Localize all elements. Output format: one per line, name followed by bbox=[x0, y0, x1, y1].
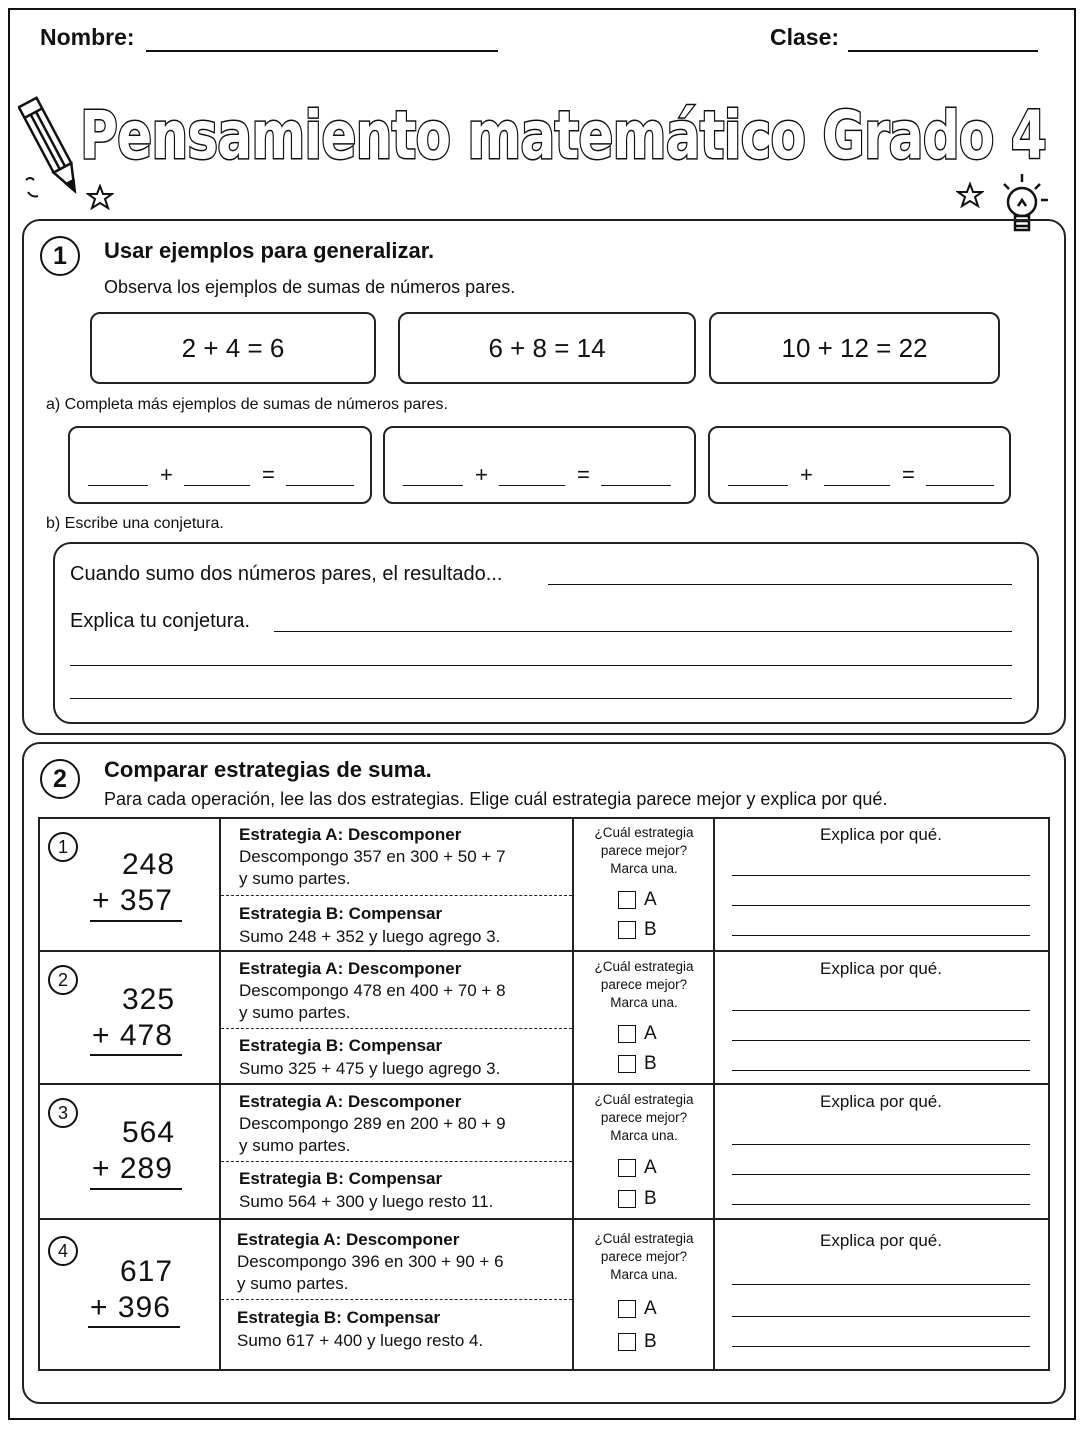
strategy-b-title: Estrategia B: Compensar bbox=[239, 904, 443, 923]
option-b-label: B bbox=[644, 919, 657, 940]
plus-sign: + bbox=[800, 462, 813, 487]
name-field[interactable] bbox=[146, 50, 498, 52]
strategy-a-text bbox=[239, 1113, 569, 1157]
conjecture-answer-line[interactable] bbox=[548, 584, 1012, 585]
sum-blank[interactable] bbox=[926, 485, 994, 486]
option-b-checkbox[interactable] bbox=[618, 1190, 636, 1208]
writing-line[interactable] bbox=[70, 665, 1012, 666]
addend-bottom: + 396 bbox=[90, 1291, 171, 1324]
strategy-a-title: Estrategia A: Descomponer bbox=[239, 959, 462, 978]
explain-line[interactable] bbox=[732, 905, 1030, 906]
star-icon bbox=[86, 184, 114, 210]
choose-line: Marca una. bbox=[610, 1267, 678, 1282]
sum-line bbox=[88, 1326, 180, 1328]
addend-blank[interactable] bbox=[824, 485, 890, 486]
choose-line: Marca una. bbox=[610, 995, 678, 1010]
name-label: Nombre: bbox=[40, 24, 135, 50]
addend-blank[interactable] bbox=[499, 485, 565, 486]
choose-line: parece mejor? bbox=[600, 1110, 688, 1125]
option-b-checkbox[interactable] bbox=[618, 921, 636, 939]
addend-blank[interactable] bbox=[184, 485, 250, 486]
table-row-divider bbox=[38, 950, 1050, 952]
choose-line: ¿Cuál estrategia bbox=[594, 825, 694, 840]
explain-label: Explica por qué. bbox=[820, 1092, 942, 1111]
choose-prompt bbox=[574, 958, 714, 1012]
strategy-a-line: y sumo partes. bbox=[239, 1003, 351, 1022]
sum-blank[interactable] bbox=[286, 485, 354, 486]
strategy-b-title: Estrategia B: Compensar bbox=[237, 1308, 441, 1327]
option-a-checkbox[interactable] bbox=[618, 891, 636, 909]
table-border bbox=[38, 817, 1050, 819]
option-a-checkbox[interactable] bbox=[618, 1159, 636, 1177]
addend-bottom: + 357 bbox=[92, 884, 173, 917]
table-divider bbox=[219, 817, 221, 1371]
choose-line: parece mejor? bbox=[600, 977, 688, 992]
star-icon bbox=[956, 182, 984, 208]
section-1-title: Usar ejemplos para generalizar. bbox=[104, 238, 435, 263]
section-2-number: 2 bbox=[40, 759, 80, 799]
class-label: Clase: bbox=[770, 24, 840, 50]
table-border bbox=[38, 817, 40, 1371]
table-row-divider bbox=[38, 1083, 1050, 1085]
explain-label: Explica por qué. bbox=[820, 1231, 942, 1250]
choose-line: Marca una. bbox=[610, 1128, 678, 1143]
strategy-a-text bbox=[237, 1251, 567, 1295]
addend-top: 564 bbox=[122, 1116, 176, 1149]
choose-prompt bbox=[574, 1091, 714, 1145]
worksheet-title bbox=[78, 82, 1058, 182]
option-a-label: A bbox=[644, 889, 657, 910]
choose-line: Marca una. bbox=[610, 861, 678, 876]
blank-example-box bbox=[68, 426, 372, 504]
strategy-a-title: Estrategia A: Descomponer bbox=[239, 825, 462, 844]
sum-blank[interactable] bbox=[601, 485, 671, 486]
strategy-a-line: Descompongo 357 en 300 + 50 + 7 bbox=[239, 847, 506, 866]
plus-sign: + bbox=[160, 462, 173, 487]
addend-blank[interactable] bbox=[88, 485, 148, 486]
row-number: 1 bbox=[48, 832, 78, 862]
option-a-label: A bbox=[644, 1023, 657, 1044]
table-border bbox=[38, 1369, 1050, 1371]
section-1-number: 1 bbox=[40, 236, 80, 276]
example-box: 6 + 8 = 14 bbox=[398, 312, 696, 384]
equals-sign: = bbox=[262, 462, 275, 487]
section-1-subtitle: Observa los ejemplos de sumas de números pares. bbox=[104, 277, 516, 297]
dashed-divider bbox=[221, 1299, 572, 1300]
strategy-a-line: Descompongo 396 en 300 + 90 + 6 bbox=[237, 1252, 504, 1271]
row-number: 2 bbox=[48, 965, 78, 995]
strategy-b-text: Sumo 564 + 300 y luego resto 11. bbox=[239, 1192, 494, 1211]
choose-prompt bbox=[574, 824, 714, 878]
strategy-a-line: y sumo partes. bbox=[239, 869, 351, 888]
plus-sign: + bbox=[475, 462, 488, 487]
strategy-a-line: y sumo partes. bbox=[239, 1136, 351, 1155]
option-b-checkbox[interactable] bbox=[618, 1055, 636, 1073]
explain-line[interactable] bbox=[732, 1346, 1030, 1347]
option-b-label: B bbox=[644, 1188, 657, 1209]
section-2-title: Comparar estrategias de suma. bbox=[104, 757, 432, 782]
blank-example-box bbox=[708, 426, 1011, 504]
choose-line: ¿Cuál estrategia bbox=[594, 1231, 694, 1246]
option-a-checkbox[interactable] bbox=[618, 1025, 636, 1043]
strategy-a-title: Estrategia A: Descomponer bbox=[237, 1230, 460, 1249]
explain-line[interactable] bbox=[732, 1010, 1030, 1011]
explain-line[interactable] bbox=[732, 875, 1030, 876]
row-number: 4 bbox=[48, 1236, 78, 1266]
title-text: Pensamiento matemático Grado 4 bbox=[80, 97, 1046, 174]
addend-top: 617 bbox=[120, 1255, 174, 1288]
sum-line bbox=[90, 1188, 182, 1190]
part-a-label: a) Completa más ejemplos de sumas de números pares. bbox=[46, 396, 448, 413]
writing-line[interactable] bbox=[70, 698, 1012, 699]
row-number: 3 bbox=[48, 1098, 78, 1128]
strategy-a-line: Descompongo 478 en 400 + 70 + 8 bbox=[239, 981, 506, 1000]
explain-line[interactable] bbox=[732, 1284, 1030, 1285]
explain-label: Explica por qué. bbox=[820, 959, 942, 978]
addend-blank[interactable] bbox=[403, 485, 463, 486]
explain-line[interactable] bbox=[732, 1204, 1030, 1205]
equals-sign: = bbox=[902, 462, 915, 487]
explain-line[interactable] bbox=[732, 1144, 1030, 1145]
addend-top: 325 bbox=[122, 983, 176, 1016]
strategy-b-text: Sumo 325 + 475 y luego agrego 3. bbox=[239, 1059, 501, 1078]
strategy-b-text: Sumo 617 + 400 y luego resto 4. bbox=[237, 1331, 484, 1350]
strategy-b-title: Estrategia B: Compensar bbox=[239, 1036, 443, 1055]
strategy-b-text: Sumo 248 + 352 y luego agrego 3. bbox=[239, 927, 501, 946]
example-box: 10 + 12 = 22 bbox=[709, 312, 1000, 384]
strategy-a-line: Descompongo 289 en 200 + 80 + 9 bbox=[239, 1114, 506, 1133]
blank-example-box bbox=[383, 426, 696, 504]
explain-label: Explica por qué. bbox=[820, 825, 942, 844]
part-b-label: b) Escribe una conjetura. bbox=[46, 515, 224, 532]
choose-line: ¿Cuál estrategia bbox=[594, 959, 694, 974]
explain-line[interactable] bbox=[732, 1316, 1030, 1317]
table-row-divider bbox=[38, 1218, 1050, 1220]
explain-answer-line[interactable] bbox=[274, 631, 1012, 632]
option-a-label: A bbox=[644, 1157, 657, 1178]
explain-prompt: Explica tu conjetura. bbox=[70, 610, 251, 632]
explain-line[interactable] bbox=[732, 935, 1030, 936]
dashed-divider bbox=[221, 1161, 572, 1162]
explain-line[interactable] bbox=[732, 1040, 1030, 1041]
option-b-checkbox[interactable] bbox=[618, 1333, 636, 1351]
dashed-divider bbox=[221, 1028, 572, 1029]
table-border bbox=[1048, 817, 1050, 1371]
example-box: 2 + 4 = 6 bbox=[90, 312, 376, 384]
choose-line: parece mejor? bbox=[600, 1249, 688, 1264]
addend-bottom: + 478 bbox=[92, 1019, 173, 1052]
sum-line bbox=[90, 1054, 182, 1056]
explain-line[interactable] bbox=[732, 1174, 1030, 1175]
choose-line: parece mejor? bbox=[600, 843, 688, 858]
section-2-subtitle: Para cada operación, lee las dos estrategias. Elige cuál estrategia parece mejor y explica por qué. bbox=[104, 789, 888, 809]
choose-line: ¿Cuál estrategia bbox=[594, 1092, 694, 1107]
strategy-a-text bbox=[239, 980, 569, 1024]
sum-line bbox=[90, 920, 182, 922]
option-a-label: A bbox=[644, 1298, 657, 1319]
class-field[interactable] bbox=[848, 50, 1038, 52]
strategy-b-title: Estrategia B: Compensar bbox=[239, 1169, 443, 1188]
option-b-label: B bbox=[644, 1331, 657, 1352]
addend-blank[interactable] bbox=[728, 485, 788, 486]
addend-bottom: + 289 bbox=[92, 1152, 173, 1185]
strategy-a-title: Estrategia A: Descomponer bbox=[239, 1092, 462, 1111]
strategy-a-line: y sumo partes. bbox=[237, 1274, 349, 1293]
option-b-label: B bbox=[644, 1053, 657, 1074]
explain-line[interactable] bbox=[732, 1070, 1030, 1071]
option-a-checkbox[interactable] bbox=[618, 1300, 636, 1318]
strategy-a-text bbox=[239, 846, 569, 890]
conjecture-prompt: Cuando sumo dos números pares, el resultado... bbox=[70, 563, 503, 585]
equals-sign: = bbox=[577, 462, 590, 487]
choose-prompt bbox=[574, 1230, 714, 1284]
dashed-divider bbox=[221, 895, 572, 896]
addend-top: 248 bbox=[122, 848, 176, 881]
